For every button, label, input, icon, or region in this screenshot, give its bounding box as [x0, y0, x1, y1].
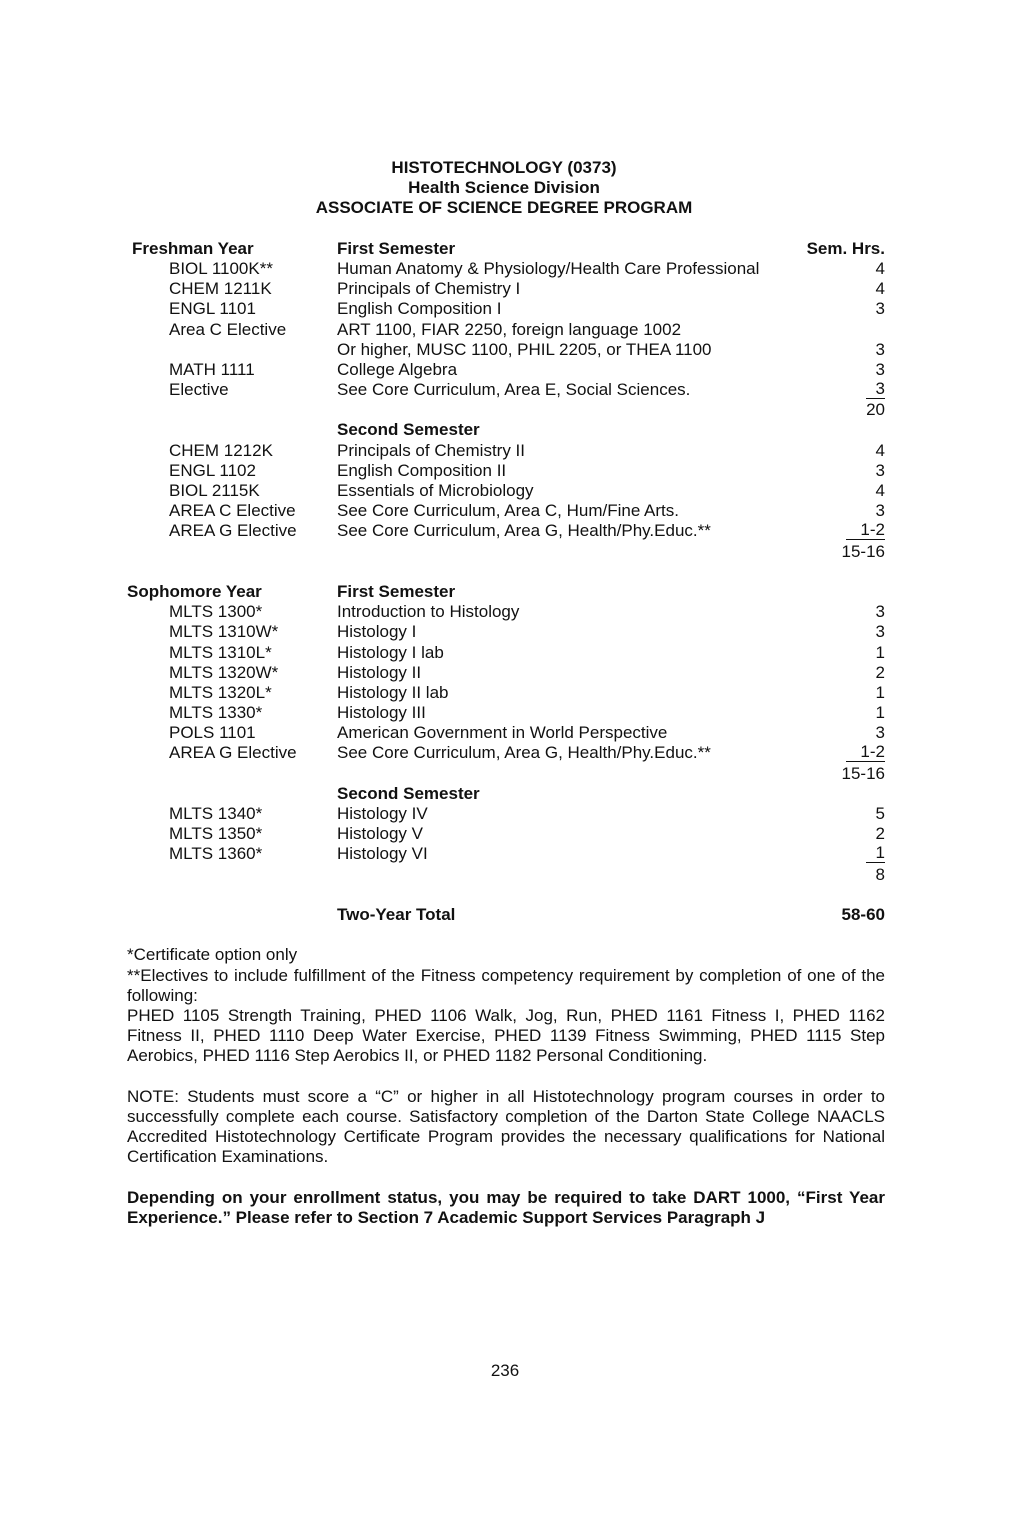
course-title: Human Anatomy & Physiology/Health Care Professional	[337, 258, 760, 278]
course-code: CHEM 1211K	[169, 279, 272, 299]
course-hours: 3	[875, 359, 885, 379]
freshman-first-total: 20	[866, 400, 885, 420]
course-title: Histology III	[337, 703, 426, 723]
course-title: College Algebra	[337, 359, 458, 379]
course-code: CHEM 1212K	[169, 440, 273, 460]
sophomore-first-total-row	[127, 764, 885, 784]
two-year-total-label: Two-Year Total	[337, 904, 456, 924]
course-code: AREA G Elective	[169, 521, 297, 541]
freshman-second-heading-row	[127, 420, 885, 440]
course-hours: 4	[875, 258, 885, 278]
sophomore-second-total-row	[127, 865, 885, 885]
program-note: NOTE: Students must score a “C” or higher in all Histotechnology program courses in order to successfully complete each course. Satisfactory completion of the Darton State College NAACLS Accredited Histotechnology Certificate Program provides the necessary qualifications for National Certification Examinations.	[127, 1086, 885, 1167]
sophomore-first-semester-label: First Semester	[337, 581, 456, 601]
course-title: Principals of Chemistry II	[337, 440, 525, 460]
program-title: HISTOTECHNOLOGY (0373)	[391, 158, 617, 177]
course-hours: 2	[875, 824, 885, 844]
course-title: Or higher, MUSC 1100, PHIL 2205, or THEA 1100	[337, 339, 712, 359]
course-code: MATH 1111	[169, 359, 255, 379]
course-hours: 2	[875, 662, 885, 682]
course-code: Area C Elective	[169, 319, 287, 339]
course-title: Histology VI	[337, 844, 428, 864]
page-number: 236	[490, 1361, 520, 1380]
dart-requirement-note: Depending on your enrollment status, you may be required to take DART 1000, “First Year Experience.” Please refer to Section 7 Academic Support Services Paragraph J	[127, 1187, 885, 1227]
course-title: Introduction to Histology	[337, 602, 520, 622]
course-row	[127, 340, 885, 360]
course-row	[127, 824, 885, 844]
division-title: Health Science Division	[408, 178, 600, 198]
course-title: Principals of Chemistry I	[337, 279, 521, 299]
course-code: MLTS 1320L*	[169, 682, 272, 702]
course-row	[127, 501, 885, 521]
freshman-heading-row	[127, 239, 885, 259]
two-year-total-value: 58-60	[841, 904, 885, 924]
sophomore-second-total: 8	[875, 864, 885, 884]
course-hours: 4	[875, 440, 885, 460]
sophomore-second-semester-list	[127, 804, 885, 865]
freshman-year-label: Freshman Year	[132, 238, 254, 258]
course-hours: 3	[875, 460, 885, 480]
document-page	[127, 158, 885, 1228]
course-hours: 3	[875, 299, 885, 319]
course-hours: 3	[875, 501, 885, 521]
sem-hrs-label: Sem. Hrs.	[806, 238, 885, 258]
sophomore-year-label: Sophomore Year	[127, 581, 262, 601]
course-hours: 1	[866, 844, 885, 863]
course-hours: 1-2	[846, 521, 885, 540]
course-row	[127, 380, 885, 400]
course-row	[127, 723, 885, 743]
course-code: Elective	[169, 380, 229, 400]
course-title: English Composition I	[337, 299, 502, 319]
course-code: ENGL 1101	[169, 299, 256, 319]
course-hours: 4	[875, 279, 885, 299]
course-row	[127, 622, 885, 642]
freshman-first-semester-list	[127, 259, 885, 400]
course-title: Histology II lab	[337, 682, 449, 702]
two-year-total-row	[127, 905, 885, 925]
course-hours: 3	[875, 723, 885, 743]
freshman-second-semester-list	[127, 441, 885, 542]
course-hours: 3	[866, 380, 885, 399]
course-title: Histology II	[337, 662, 422, 682]
course-code: ENGL 1102	[169, 460, 256, 480]
course-title: English Composition II	[337, 460, 507, 480]
course-code: MLTS 1340*	[169, 804, 263, 824]
course-row	[127, 299, 885, 319]
course-row	[127, 360, 885, 380]
certificate-note: *Certificate option only	[127, 945, 298, 965]
course-title: Essentials of Microbiology	[337, 481, 534, 501]
course-code: MLTS 1350*	[169, 824, 263, 844]
course-row	[127, 743, 885, 763]
freshman-second-total-row	[127, 542, 885, 562]
course-hours: 1	[875, 642, 885, 662]
course-hours: 5	[875, 804, 885, 824]
course-row	[127, 804, 885, 824]
course-title: See Core Curriculum, Area C, Hum/Fine Arts.	[337, 501, 680, 521]
course-hours: 3	[875, 602, 885, 622]
freshman-first-semester-label: First Semester	[337, 238, 456, 258]
course-code: MLTS 1330*	[169, 703, 263, 723]
course-code: MLTS 1300*	[169, 602, 263, 622]
electives-note: **Electives to include fulfillment of the Fitness competency requirement by completion of one of the following:	[127, 965, 885, 1005]
freshman-first-total-row	[127, 400, 885, 420]
course-title: ART 1100, FIAR 2250, foreign language 1002	[337, 319, 682, 339]
course-title: See Core Curriculum, Area E, Social Sciences.	[337, 380, 691, 400]
course-row	[127, 602, 885, 622]
course-hours: 4	[875, 481, 885, 501]
course-title: Histology I	[337, 622, 417, 642]
course-row	[127, 703, 885, 723]
course-row	[127, 663, 885, 683]
course-code: AREA C Elective	[169, 501, 296, 521]
course-title: American Government in World Perspective	[337, 723, 668, 743]
course-code: POLS 1101	[169, 723, 256, 743]
course-code: MLTS 1360*	[169, 844, 263, 864]
sophomore-heading-row	[127, 582, 885, 602]
course-code: MLTS 1310W*	[169, 622, 279, 642]
course-hours: 1	[875, 682, 885, 702]
sophomore-second-semester-label: Second Semester	[337, 783, 480, 803]
course-code: AREA G Elective	[169, 743, 297, 763]
sophomore-second-heading-row	[127, 784, 885, 804]
course-hours: 3	[875, 622, 885, 642]
course-title: Histology V	[337, 824, 423, 844]
course-row	[127, 279, 885, 299]
course-title: Histology IV	[337, 804, 428, 824]
course-row	[127, 461, 885, 481]
course-row	[127, 844, 885, 864]
course-code: MLTS 1310L*	[169, 642, 272, 662]
course-hours: 1	[875, 703, 885, 723]
course-title: See Core Curriculum, Area G, Health/Phy.Educ.**	[337, 521, 711, 541]
course-row	[127, 481, 885, 501]
course-row	[127, 320, 885, 340]
freshman-second-total: 15-16	[841, 541, 885, 561]
course-code: BIOL 1100K**	[169, 258, 273, 278]
course-title: Histology I lab	[337, 642, 444, 662]
course-title: See Core Curriculum, Area G, Health/Phy.Educ.**	[337, 743, 711, 763]
sophomore-first-semester-list	[127, 602, 885, 764]
course-hours: 1-2	[846, 743, 885, 762]
freshman-second-semester-label: Second Semester	[337, 420, 480, 440]
phed-list-note: PHED 1105 Strength Training, PHED 1106 Walk, Jog, Run, PHED 1161 Fitness I, PHED 1162 Fitness II, PHED 1110 Deep Water Exercise, PHED 1139 Fitness Swimming, PHED 1115 Step Aerobics, PHED 1116 Step Aerobics II, or PHED 1182 Personal Conditioning.	[127, 1005, 885, 1066]
sophomore-first-total: 15-16	[841, 763, 885, 783]
course-code: MLTS 1320W*	[169, 662, 279, 682]
course-row	[127, 441, 885, 461]
course-row	[127, 259, 885, 279]
course-row	[127, 521, 885, 541]
course-row	[127, 683, 885, 703]
course-code: BIOL 2115K	[169, 481, 260, 501]
course-row	[127, 643, 885, 663]
degree-title: ASSOCIATE OF SCIENCE DEGREE PROGRAM	[315, 198, 693, 218]
course-hours: 3	[875, 339, 885, 359]
